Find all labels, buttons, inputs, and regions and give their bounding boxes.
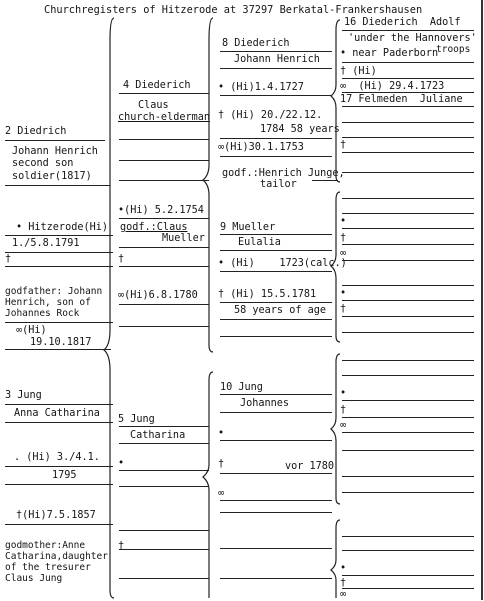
person-9-death-line1: † (Hi) 15.5.1781 — [218, 289, 317, 300]
brace-col4-3 — [331, 354, 340, 504]
p21-birth-mark: • — [340, 563, 347, 574]
person-2-name: 2 Diedrich — [5, 126, 67, 137]
person-10-death: † — [218, 459, 225, 470]
person-8-death-line1: † (Hi) 20./22.12. — [218, 110, 323, 121]
person-2-birth-place: • Hitzerode(Hi) — [16, 222, 109, 233]
person-17-death: † — [340, 140, 347, 151]
person-5-birth: • — [118, 458, 125, 469]
p20-birth-mark: • — [340, 388, 347, 399]
person-3-godmother-line4: Claus Jung — [5, 573, 63, 584]
person-2-godfather-line2: Henrich, son of — [5, 297, 91, 308]
p18-marriage-mark: ∞ — [340, 248, 347, 259]
person-3-godmother-line2: Catharina,daughter — [5, 551, 108, 562]
brace-col4-1 — [331, 20, 340, 182]
p20-marriage-mark: ∞ — [340, 420, 347, 431]
brace-col3-lower — [203, 372, 213, 598]
person-2-death: † — [5, 254, 12, 265]
person-2-given-names: Johann Henrich — [12, 146, 98, 157]
p19-birth-mark: • — [340, 288, 347, 299]
brace-col2 — [104, 18, 114, 598]
person-8-name: 8 Diederich — [222, 38, 290, 49]
person-3-given-names: Anna Catharina — [14, 408, 100, 419]
person-2-godfather-line3: Johannes Rock — [5, 308, 80, 319]
person-8-birth: • (Hi)1.4.1727 — [218, 82, 304, 93]
person-8-marriage: ∞(Hi)30.1.1753 — [218, 142, 304, 153]
p18-birth-mark: • — [340, 216, 347, 227]
person-16-note-troops: troops — [436, 44, 471, 55]
person-16-note-line2: • near Paderborn — [340, 48, 439, 59]
person-4-birth: •(Hi) 5.2.1754 — [118, 205, 204, 216]
person-2-marriage-date: 19.10.1817 — [30, 337, 92, 348]
person-4-marriage: ∞(Hi)6.8.1780 — [118, 290, 198, 301]
person-2-birth-date: 1./5.8.1791 — [12, 238, 80, 249]
person-9-name: 9 Mueller — [220, 222, 276, 233]
person-3-birth-line1: . (Hi) 3./4.1. — [14, 452, 100, 463]
person-16-name: 16 Diederich Adolf — [344, 17, 461, 28]
person-5-death: † — [118, 541, 125, 552]
person-4-death: † — [118, 254, 125, 265]
person-2-marriage-place: ∞(Hi) — [16, 325, 47, 336]
person-16-note-line1: 'under the Hannovers' — [348, 33, 477, 44]
person-4-occupation: church-elderman — [118, 112, 211, 123]
person-4-given-name: Claus — [138, 100, 169, 111]
person-16-marriage: ∞ (Hi) 29.4.1723 — [340, 81, 445, 92]
person-10-name: 10 Jung — [220, 382, 263, 393]
person-3-death: †(Hi)7.5.1857 — [16, 510, 96, 521]
person-4-godfather-line1: godf.:Claus — [120, 222, 188, 233]
person-2-occupation: soldier(1817) — [12, 171, 92, 182]
person-8-godfather-line2: tailor — [260, 179, 297, 190]
page-title: Churchregisters of Hitzerode at 37297 Berkatal-Frankershausen — [44, 4, 423, 16]
person-17-name: 17 Felmeden Juliane — [340, 94, 463, 105]
person-8-death-line2: 1784 58 years — [260, 124, 340, 135]
brace-col3-upper — [203, 18, 213, 352]
person-8-given-names: Johann Henrich — [234, 54, 320, 65]
person-10-marriage: ∞ — [218, 488, 225, 499]
person-4-godfather-line2: Mueller — [162, 233, 205, 244]
person-2-note: second son — [12, 158, 74, 169]
person-2-godfather-line1: godfather: Johann — [5, 286, 103, 297]
p19-death-mark: † — [340, 304, 347, 315]
person-9-birth: • (Hi) 1723(calc.) — [218, 258, 347, 269]
person-3-birth-line2: 1795 — [52, 470, 77, 481]
person-10-birth: • — [218, 428, 225, 439]
p20-death-mark: † — [340, 405, 347, 416]
person-3-name: 3 Jung — [5, 390, 42, 401]
brace-col4-2 — [331, 192, 340, 342]
brace-col4-4 — [331, 520, 340, 598]
person-5-name: 5 Jung — [118, 414, 155, 425]
p18-death-mark: † — [340, 233, 347, 244]
person-16-death: † (Hi) — [340, 66, 377, 77]
person-8-godfather-line1: godf.:Henrich Junge, — [222, 168, 345, 179]
person-4-name: 4 Diederich — [123, 80, 191, 91]
person-3-godmother-line1: godmother:Anne — [5, 540, 86, 551]
p21-death-mark: † — [340, 578, 347, 589]
person-10-given-name: Johannes — [240, 398, 290, 409]
person-3-godmother-line3: of the tresurer — [5, 562, 91, 573]
person-10-death-note: vor 1780 — [285, 461, 335, 472]
person-5-given-name: Catharina — [130, 430, 186, 441]
person-9-death-line2: 58 years of age — [234, 305, 327, 316]
p21-marriage-mark: ∞ — [340, 589, 347, 600]
person-9-given-name: Eulalia — [238, 237, 281, 248]
